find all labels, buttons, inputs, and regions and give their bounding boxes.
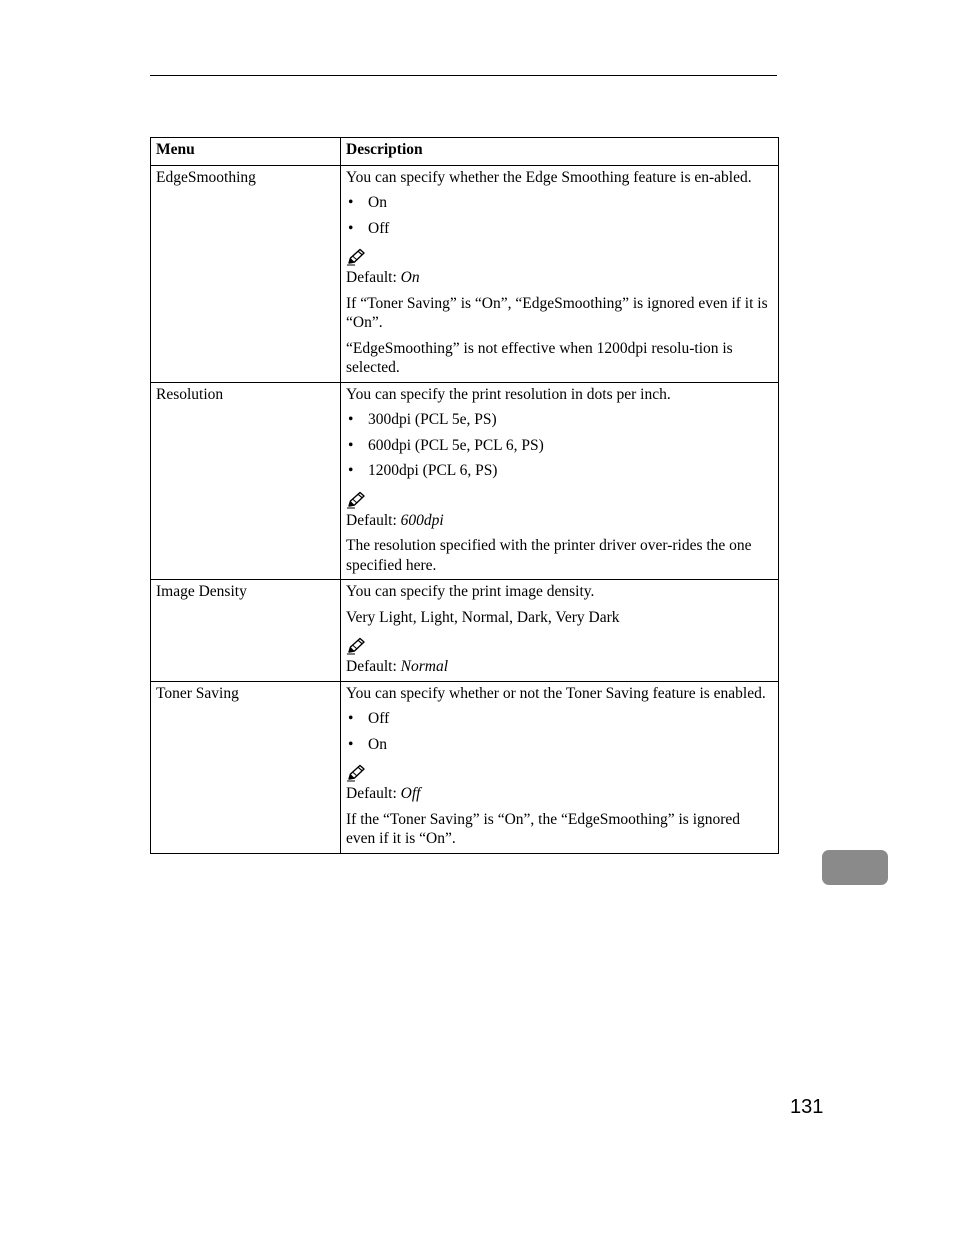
note-text: “EdgeSmoothing” is not effective when 1200dpi resolu-tion is selected. — [346, 339, 733, 376]
default-value: Off — [400, 785, 421, 802]
description-cell — [341, 681, 779, 853]
option-item: • 1200dpi (PCL 6, PS) — [346, 461, 773, 481]
default-label: Default: — [346, 511, 401, 529]
description-intro: You can specify the print image density. — [346, 583, 595, 600]
table-header-row — [151, 138, 779, 166]
default-note — [346, 657, 773, 677]
default-note — [346, 784, 773, 804]
option-list — [346, 709, 773, 754]
description-intro: You can specify whether or not the Toner Saving feature is enabled. — [346, 684, 766, 702]
option-list — [346, 410, 773, 481]
option-item: • Off — [346, 709, 773, 729]
description-cell — [341, 165, 779, 382]
description-cell — [341, 580, 779, 682]
table-row — [151, 580, 779, 682]
default-label: Default: — [346, 658, 401, 675]
default-value: On — [400, 269, 420, 286]
table-row — [151, 165, 779, 382]
table-row — [151, 382, 779, 580]
note-text: If the “Toner Saving” is “On”, the “EdgeSmoothing” is ignored even if it is “On”. — [346, 810, 741, 847]
pencil-note-icon — [346, 491, 366, 509]
default-label: Default: — [346, 785, 401, 802]
description-cell — [341, 382, 779, 580]
pencil-note-icon — [346, 637, 366, 655]
menu-cell: Toner Saving — [151, 681, 341, 853]
option-item: • 300dpi (PCL 5e, PS) — [346, 410, 773, 430]
menu-column-header: Menu — [151, 138, 341, 166]
option-item: • Off — [346, 219, 773, 239]
table-row — [151, 681, 779, 853]
menu-table — [150, 137, 779, 854]
default-value: Normal — [400, 658, 449, 675]
menu-cell: Image Density — [151, 580, 341, 682]
option-item: • 600dpi (PCL 5e, PCL 6, PS) — [346, 436, 773, 456]
default-label: Default: — [346, 269, 401, 286]
option-list — [346, 193, 773, 238]
menu-cell: EdgeSmoothing — [151, 165, 341, 382]
default-note — [346, 268, 773, 288]
menu-cell: Resolution — [151, 382, 341, 580]
pencil-note-icon — [346, 764, 366, 782]
description-column-header: Description — [341, 138, 779, 166]
density-options: Very Light, Light, Normal, Dark, Very Dark — [346, 608, 620, 626]
note-text: The resolution specified with the printer driver over-rides the one specified here. — [346, 537, 752, 574]
header-rule — [150, 75, 777, 76]
option-item: • On — [346, 193, 773, 213]
description-intro: You can specify the print resolution in dots per inch. — [346, 385, 671, 403]
chapter-tab-marker — [822, 850, 888, 885]
page-number: 131 — [790, 1096, 824, 1118]
default-value: 600dpi — [400, 511, 444, 529]
default-note — [346, 511, 773, 531]
description-intro: You can specify whether the Edge Smoothing feature is en-abled. — [346, 168, 752, 186]
pencil-note-icon — [346, 248, 366, 266]
option-item: • On — [346, 735, 773, 755]
note-text: If “Toner Saving” is “On”, “EdgeSmoothing” is ignored even if it is “On”. — [346, 294, 768, 331]
